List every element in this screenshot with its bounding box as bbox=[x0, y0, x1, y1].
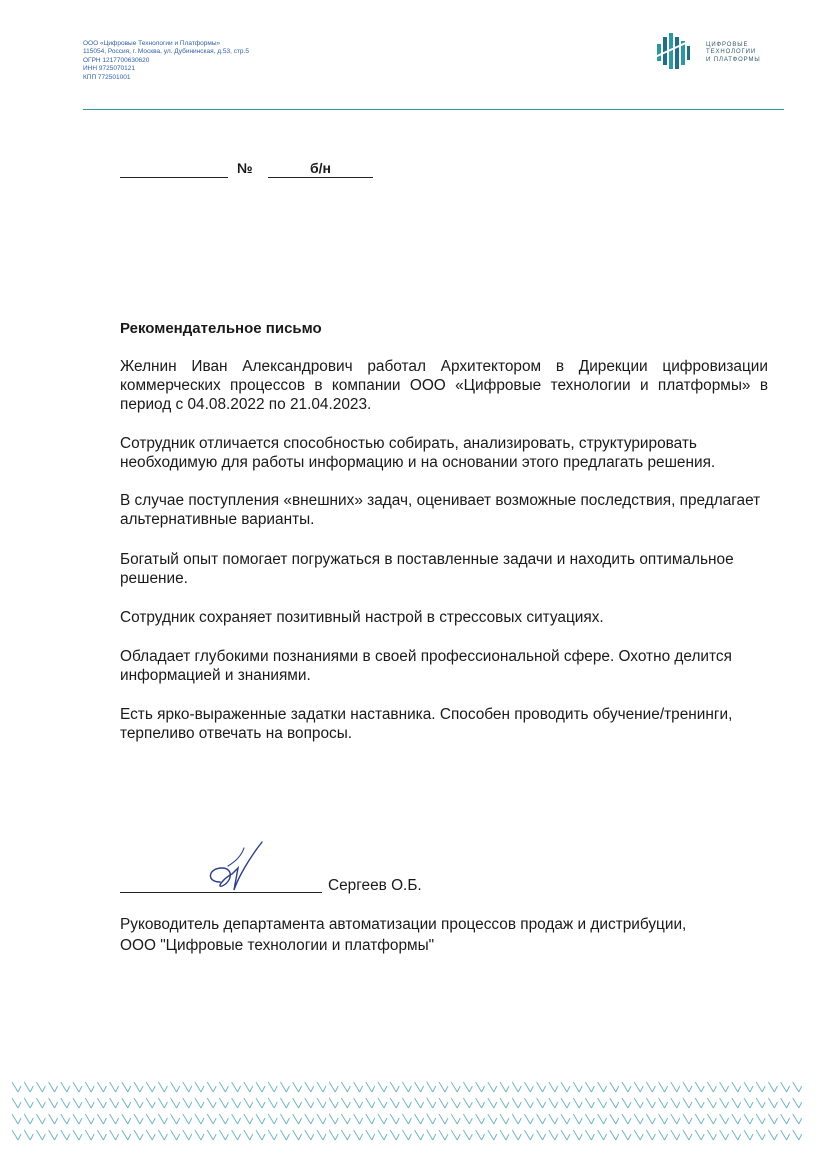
pattern-stroke bbox=[378, 1098, 387, 1108]
pattern-stroke bbox=[207, 1130, 216, 1140]
pattern-stroke bbox=[195, 1130, 204, 1140]
pattern-stroke bbox=[768, 1114, 777, 1124]
pattern-stroke bbox=[171, 1098, 180, 1108]
pattern-stroke bbox=[305, 1114, 314, 1124]
pattern-stroke bbox=[219, 1082, 228, 1092]
pattern-stroke bbox=[24, 1098, 33, 1108]
pattern-stroke bbox=[354, 1130, 363, 1140]
pattern-stroke bbox=[36, 1098, 45, 1108]
pattern-stroke bbox=[268, 1130, 277, 1140]
pattern-stroke bbox=[744, 1130, 753, 1140]
pattern-stroke bbox=[183, 1130, 192, 1140]
pattern-stroke bbox=[659, 1082, 668, 1092]
pattern-stroke bbox=[122, 1114, 131, 1124]
company-logo-icon bbox=[654, 31, 692, 73]
pattern-stroke bbox=[219, 1098, 228, 1108]
pattern-stroke bbox=[49, 1082, 58, 1092]
pattern-stroke bbox=[305, 1130, 314, 1140]
pattern-stroke bbox=[793, 1114, 802, 1124]
pattern-stroke bbox=[744, 1114, 753, 1124]
pattern-stroke bbox=[268, 1098, 277, 1108]
pattern-stroke bbox=[256, 1098, 265, 1108]
pattern-stroke bbox=[244, 1114, 253, 1124]
pattern-stroke bbox=[537, 1130, 546, 1140]
pattern-stroke bbox=[427, 1130, 436, 1140]
pattern-stroke bbox=[781, 1098, 790, 1108]
pattern-stroke bbox=[195, 1114, 204, 1124]
pattern-stroke bbox=[781, 1130, 790, 1140]
pattern-stroke bbox=[110, 1098, 119, 1108]
pattern-stroke bbox=[24, 1114, 33, 1124]
pattern-stroke bbox=[463, 1082, 472, 1092]
pattern-stroke bbox=[793, 1082, 802, 1092]
pattern-stroke bbox=[585, 1098, 594, 1108]
pattern-stroke bbox=[317, 1098, 326, 1108]
pattern-stroke bbox=[707, 1098, 716, 1108]
letter-title: Рекомендательное письмо bbox=[120, 320, 322, 337]
pattern-stroke bbox=[732, 1082, 741, 1092]
pattern-stroke bbox=[146, 1082, 155, 1092]
reference-number: б/н bbox=[310, 160, 331, 176]
pattern-stroke bbox=[317, 1114, 326, 1124]
pattern-stroke bbox=[232, 1082, 241, 1092]
pattern-stroke bbox=[695, 1098, 704, 1108]
pattern-stroke bbox=[659, 1114, 668, 1124]
pattern-stroke bbox=[659, 1098, 668, 1108]
pattern-stroke bbox=[451, 1130, 460, 1140]
pattern-stroke bbox=[341, 1130, 350, 1140]
pattern-stroke bbox=[219, 1130, 228, 1140]
pattern-stroke bbox=[512, 1130, 521, 1140]
pattern-stroke bbox=[524, 1130, 533, 1140]
pattern-stroke bbox=[49, 1130, 58, 1140]
pattern-stroke bbox=[256, 1082, 265, 1092]
pattern-stroke bbox=[134, 1082, 143, 1092]
pattern-stroke bbox=[756, 1114, 765, 1124]
pattern-stroke bbox=[598, 1098, 607, 1108]
pattern-stroke bbox=[49, 1098, 58, 1108]
pattern-stroke bbox=[732, 1130, 741, 1140]
pattern-stroke bbox=[280, 1098, 289, 1108]
logo-text-line: И ПЛАТФОРМЫ bbox=[706, 56, 761, 63]
pattern-stroke bbox=[293, 1082, 302, 1092]
pattern-stroke bbox=[415, 1130, 424, 1140]
pattern-stroke bbox=[36, 1114, 45, 1124]
number-sign: № bbox=[237, 160, 253, 176]
pattern-stroke bbox=[500, 1114, 509, 1124]
pattern-stroke bbox=[317, 1130, 326, 1140]
pattern-stroke bbox=[61, 1130, 70, 1140]
pattern-stroke bbox=[646, 1082, 655, 1092]
pattern-stroke bbox=[537, 1082, 546, 1092]
pattern-stroke bbox=[671, 1130, 680, 1140]
pattern-stroke bbox=[585, 1114, 594, 1124]
pattern-stroke bbox=[110, 1130, 119, 1140]
pattern-stroke bbox=[219, 1114, 228, 1124]
pattern-stroke bbox=[671, 1082, 680, 1092]
pattern-stroke bbox=[732, 1114, 741, 1124]
pattern-stroke bbox=[158, 1130, 167, 1140]
pattern-stroke bbox=[427, 1082, 436, 1092]
pattern-stroke bbox=[451, 1098, 460, 1108]
pattern-stroke bbox=[293, 1114, 302, 1124]
pattern-stroke bbox=[341, 1114, 350, 1124]
pattern-stroke bbox=[171, 1114, 180, 1124]
company-name: ООО «Цифровые Технологии и Платформы» bbox=[83, 40, 221, 47]
pattern-stroke bbox=[781, 1082, 790, 1092]
pattern-stroke bbox=[12, 1130, 21, 1140]
paragraph-attitude: Сотрудник сохраняет позитивный настрой в стрессовых ситуациях. bbox=[120, 609, 604, 626]
signer-position-line: Руководитель департамента автоматизации процессов продаж и дистрибуции, bbox=[120, 916, 687, 933]
pattern-stroke bbox=[720, 1098, 729, 1108]
pattern-stroke bbox=[720, 1082, 729, 1092]
pattern-stroke bbox=[476, 1114, 485, 1124]
pattern-stroke bbox=[36, 1130, 45, 1140]
pattern-stroke bbox=[97, 1114, 106, 1124]
pattern-stroke bbox=[683, 1130, 692, 1140]
pattern-stroke bbox=[232, 1130, 241, 1140]
pattern-stroke bbox=[500, 1082, 509, 1092]
pattern-stroke bbox=[573, 1082, 582, 1092]
pattern-stroke bbox=[451, 1082, 460, 1092]
logo-text-line: ЦИФРОВЫЕ bbox=[706, 42, 749, 48]
pattern-stroke bbox=[85, 1130, 94, 1140]
pattern-stroke bbox=[73, 1114, 82, 1124]
pattern-stroke bbox=[110, 1114, 119, 1124]
pattern-stroke bbox=[561, 1114, 570, 1124]
signer-position bbox=[120, 914, 686, 956]
pattern-stroke bbox=[12, 1082, 21, 1092]
pattern-stroke bbox=[634, 1098, 643, 1108]
pattern-stroke bbox=[354, 1082, 363, 1092]
pattern-stroke bbox=[85, 1082, 94, 1092]
pattern-stroke bbox=[439, 1082, 448, 1092]
pattern-stroke bbox=[768, 1098, 777, 1108]
footer-decorative-pattern bbox=[12, 1080, 815, 1144]
pattern-stroke bbox=[768, 1082, 777, 1092]
pattern-stroke bbox=[341, 1098, 350, 1108]
pattern-stroke bbox=[293, 1130, 302, 1140]
pattern-stroke bbox=[476, 1082, 485, 1092]
pattern-stroke bbox=[158, 1082, 167, 1092]
pattern-stroke bbox=[634, 1114, 643, 1124]
paragraph-knowledge: Обладает глубокими познаниями в своей профессиональной сфере. Охотно делится информацией и знаниями. bbox=[120, 648, 732, 684]
pattern-stroke bbox=[146, 1098, 155, 1108]
paragraph-mentoring: Есть ярко-выраженные задатки наставника. Способен проводить обучение/тренинги, терпеливо отвечать на вопросы. bbox=[120, 706, 733, 742]
pattern-stroke bbox=[390, 1098, 399, 1108]
pattern-stroke bbox=[329, 1098, 338, 1108]
pattern-stroke bbox=[293, 1098, 302, 1108]
signer-company-line: ООО "Цифровые технологии и платформы" bbox=[120, 937, 435, 954]
pattern-stroke bbox=[695, 1130, 704, 1140]
pattern-stroke bbox=[280, 1082, 289, 1092]
pattern-stroke bbox=[183, 1098, 192, 1108]
pattern-stroke bbox=[244, 1082, 253, 1092]
pattern-stroke bbox=[610, 1114, 619, 1124]
pattern-stroke bbox=[402, 1082, 411, 1092]
pattern-stroke bbox=[427, 1098, 436, 1108]
pattern-stroke bbox=[61, 1098, 70, 1108]
company-requisites bbox=[83, 40, 249, 82]
company-kpp: КПП 772501001 bbox=[83, 73, 131, 81]
pattern-stroke bbox=[146, 1114, 155, 1124]
pattern-stroke bbox=[195, 1082, 204, 1092]
pattern-stroke bbox=[244, 1098, 253, 1108]
paragraph-experience: Богатый опыт помогает погружаться в поставленные задачи и находить оптимальное решение. bbox=[120, 551, 734, 587]
pattern-stroke bbox=[378, 1082, 387, 1092]
pattern-stroke bbox=[549, 1082, 558, 1092]
pattern-stroke bbox=[671, 1098, 680, 1108]
pattern-stroke bbox=[171, 1130, 180, 1140]
pattern-stroke bbox=[329, 1130, 338, 1140]
pattern-stroke bbox=[12, 1114, 21, 1124]
pattern-stroke bbox=[671, 1114, 680, 1124]
pattern-stroke bbox=[512, 1114, 521, 1124]
pattern-stroke bbox=[463, 1114, 472, 1124]
pattern-stroke bbox=[500, 1098, 509, 1108]
company-inn: ИНН 9725070121 bbox=[83, 65, 136, 73]
pattern-stroke bbox=[415, 1114, 424, 1124]
pattern-stroke bbox=[97, 1082, 106, 1092]
pattern-stroke bbox=[793, 1098, 802, 1108]
pattern-stroke bbox=[415, 1082, 424, 1092]
pattern-stroke bbox=[610, 1098, 619, 1108]
pattern-stroke bbox=[695, 1114, 704, 1124]
pattern-stroke bbox=[232, 1114, 241, 1124]
pattern-stroke bbox=[585, 1082, 594, 1092]
pattern-stroke bbox=[280, 1114, 289, 1124]
pattern-stroke bbox=[488, 1098, 497, 1108]
pattern-stroke bbox=[390, 1114, 399, 1124]
pattern-stroke bbox=[305, 1098, 314, 1108]
pattern-stroke bbox=[598, 1130, 607, 1140]
pattern-stroke bbox=[463, 1098, 472, 1108]
pattern-stroke bbox=[97, 1098, 106, 1108]
pattern-stroke bbox=[244, 1130, 253, 1140]
pattern-stroke bbox=[537, 1114, 546, 1124]
pattern-stroke bbox=[183, 1082, 192, 1092]
pattern-stroke bbox=[744, 1082, 753, 1092]
pattern-stroke bbox=[683, 1082, 692, 1092]
pattern-stroke bbox=[756, 1082, 765, 1092]
pattern-stroke bbox=[195, 1098, 204, 1108]
pattern-stroke bbox=[756, 1130, 765, 1140]
pattern-stroke bbox=[390, 1130, 399, 1140]
pattern-stroke bbox=[134, 1130, 143, 1140]
pattern-stroke bbox=[561, 1098, 570, 1108]
pattern-stroke bbox=[305, 1082, 314, 1092]
pattern-stroke bbox=[634, 1130, 643, 1140]
pattern-stroke bbox=[622, 1114, 631, 1124]
pattern-stroke bbox=[707, 1082, 716, 1092]
pattern-stroke bbox=[85, 1098, 94, 1108]
company-address: 115054, Россия, г. Москва, ул. Дубининская, д.53, стр.5 bbox=[83, 48, 249, 56]
pattern-stroke bbox=[73, 1098, 82, 1108]
pattern-stroke bbox=[207, 1114, 216, 1124]
pattern-stroke bbox=[549, 1130, 558, 1140]
pattern-stroke bbox=[561, 1130, 570, 1140]
pattern-stroke bbox=[354, 1098, 363, 1108]
pattern-stroke bbox=[476, 1130, 485, 1140]
pattern-stroke bbox=[439, 1098, 448, 1108]
pattern-stroke bbox=[683, 1114, 692, 1124]
pattern-stroke bbox=[280, 1130, 289, 1140]
pattern-stroke bbox=[781, 1114, 790, 1124]
pattern-stroke bbox=[537, 1098, 546, 1108]
pattern-stroke bbox=[317, 1082, 326, 1092]
pattern-stroke bbox=[354, 1114, 363, 1124]
pattern-stroke bbox=[524, 1098, 533, 1108]
pattern-stroke bbox=[561, 1082, 570, 1092]
pattern-stroke bbox=[268, 1114, 277, 1124]
pattern-stroke bbox=[36, 1082, 45, 1092]
pattern-stroke bbox=[122, 1130, 131, 1140]
pattern-stroke bbox=[549, 1114, 558, 1124]
pattern-stroke bbox=[415, 1098, 424, 1108]
pattern-stroke bbox=[512, 1082, 521, 1092]
pattern-stroke bbox=[366, 1082, 375, 1092]
pattern-stroke bbox=[610, 1082, 619, 1092]
pattern-stroke bbox=[646, 1098, 655, 1108]
pattern-stroke bbox=[646, 1130, 655, 1140]
pattern-stroke bbox=[659, 1130, 668, 1140]
pattern-stroke bbox=[378, 1130, 387, 1140]
date-blank-line bbox=[120, 177, 228, 178]
pattern-stroke bbox=[329, 1082, 338, 1092]
pattern-stroke bbox=[171, 1082, 180, 1092]
paragraph-skills: Сотрудник отличается способностью собирать, анализировать, структурировать необходимую для работы информацию и на основании этого предлагать решения. bbox=[120, 435, 716, 471]
pattern-stroke bbox=[49, 1114, 58, 1124]
pattern-stroke bbox=[598, 1082, 607, 1092]
pattern-stroke bbox=[573, 1114, 582, 1124]
paragraph-external-tasks: В случае поступления «внешних» задач, оценивает возможные последствия, предлагает альтернативные варианты. bbox=[120, 492, 761, 528]
pattern-stroke bbox=[256, 1130, 265, 1140]
pattern-stroke bbox=[207, 1082, 216, 1092]
pattern-stroke bbox=[73, 1130, 82, 1140]
header-divider bbox=[83, 109, 784, 110]
pattern-stroke bbox=[622, 1098, 631, 1108]
logo-text-line: ТЕХНОЛОГИИ bbox=[706, 49, 757, 56]
pattern-stroke bbox=[720, 1114, 729, 1124]
pattern-stroke bbox=[524, 1082, 533, 1092]
pattern-stroke bbox=[732, 1098, 741, 1108]
pattern-stroke bbox=[61, 1082, 70, 1092]
pattern-stroke bbox=[427, 1114, 436, 1124]
pattern-stroke bbox=[622, 1082, 631, 1092]
pattern-stroke bbox=[512, 1098, 521, 1108]
pattern-stroke bbox=[622, 1130, 631, 1140]
pattern-stroke bbox=[500, 1130, 509, 1140]
pattern-stroke bbox=[97, 1130, 106, 1140]
pattern-stroke bbox=[207, 1098, 216, 1108]
pattern-stroke bbox=[756, 1098, 765, 1108]
pattern-stroke bbox=[476, 1098, 485, 1108]
pattern-stroke bbox=[134, 1098, 143, 1108]
pattern-stroke bbox=[683, 1098, 692, 1108]
pattern-stroke bbox=[366, 1098, 375, 1108]
pattern-stroke bbox=[183, 1114, 192, 1124]
pattern-stroke bbox=[463, 1130, 472, 1140]
company-ogrn: ОГРН 1217700630620 bbox=[83, 56, 150, 64]
pattern-stroke bbox=[744, 1098, 753, 1108]
pattern-stroke bbox=[256, 1114, 265, 1124]
pattern-stroke bbox=[598, 1114, 607, 1124]
pattern-stroke bbox=[634, 1082, 643, 1092]
pattern-stroke bbox=[12, 1098, 21, 1108]
logo-wordmark bbox=[706, 42, 761, 64]
pattern-stroke bbox=[366, 1114, 375, 1124]
pattern-stroke bbox=[390, 1082, 399, 1092]
pattern-stroke bbox=[24, 1130, 33, 1140]
pattern-stroke bbox=[146, 1130, 155, 1140]
pattern-stroke bbox=[549, 1098, 558, 1108]
pattern-stroke bbox=[488, 1082, 497, 1092]
pattern-stroke bbox=[61, 1114, 70, 1124]
pattern-stroke bbox=[232, 1098, 241, 1108]
pattern-stroke bbox=[695, 1082, 704, 1092]
pattern-stroke bbox=[158, 1098, 167, 1108]
pattern-stroke bbox=[524, 1114, 533, 1124]
pattern-stroke bbox=[110, 1082, 119, 1092]
number-blank-line bbox=[268, 177, 373, 178]
pattern-stroke bbox=[341, 1082, 350, 1092]
pattern-stroke bbox=[268, 1082, 277, 1092]
handwritten-signature bbox=[198, 838, 278, 898]
pattern-stroke bbox=[402, 1130, 411, 1140]
paragraph-employment: Желнин Иван Александрович работал Архитектором в Дирекции цифровизации коммерческих процессов в компании ООО «Цифровые технологии и платформы» в период с 04.08.2022 по 21.04.2023. bbox=[120, 358, 768, 413]
pattern-stroke bbox=[439, 1114, 448, 1124]
pattern-stroke bbox=[73, 1082, 82, 1092]
pattern-stroke bbox=[451, 1114, 460, 1124]
pattern-stroke bbox=[585, 1130, 594, 1140]
pattern-stroke bbox=[122, 1082, 131, 1092]
pattern-stroke bbox=[85, 1114, 94, 1124]
pattern-stroke bbox=[707, 1114, 716, 1124]
pattern-stroke bbox=[378, 1114, 387, 1124]
pattern-stroke bbox=[707, 1130, 716, 1140]
pattern-stroke bbox=[402, 1098, 411, 1108]
pattern-stroke bbox=[573, 1098, 582, 1108]
signer-name: Сергеев О.Б. bbox=[328, 877, 422, 894]
pattern-stroke bbox=[122, 1098, 131, 1108]
pattern-stroke bbox=[720, 1130, 729, 1140]
pattern-stroke bbox=[366, 1130, 375, 1140]
pattern-stroke bbox=[768, 1130, 777, 1140]
pattern-stroke bbox=[329, 1114, 338, 1124]
pattern-stroke bbox=[134, 1114, 143, 1124]
pattern-stroke bbox=[24, 1082, 33, 1092]
pattern-stroke bbox=[439, 1130, 448, 1140]
pattern-stroke bbox=[488, 1114, 497, 1124]
pattern-stroke bbox=[488, 1130, 497, 1140]
pattern-stroke bbox=[793, 1130, 802, 1140]
pattern-stroke bbox=[402, 1114, 411, 1124]
company-logo bbox=[654, 31, 774, 73]
pattern-stroke bbox=[646, 1114, 655, 1124]
pattern-stroke bbox=[158, 1114, 167, 1124]
pattern-stroke bbox=[573, 1130, 582, 1140]
pattern-stroke bbox=[610, 1130, 619, 1140]
